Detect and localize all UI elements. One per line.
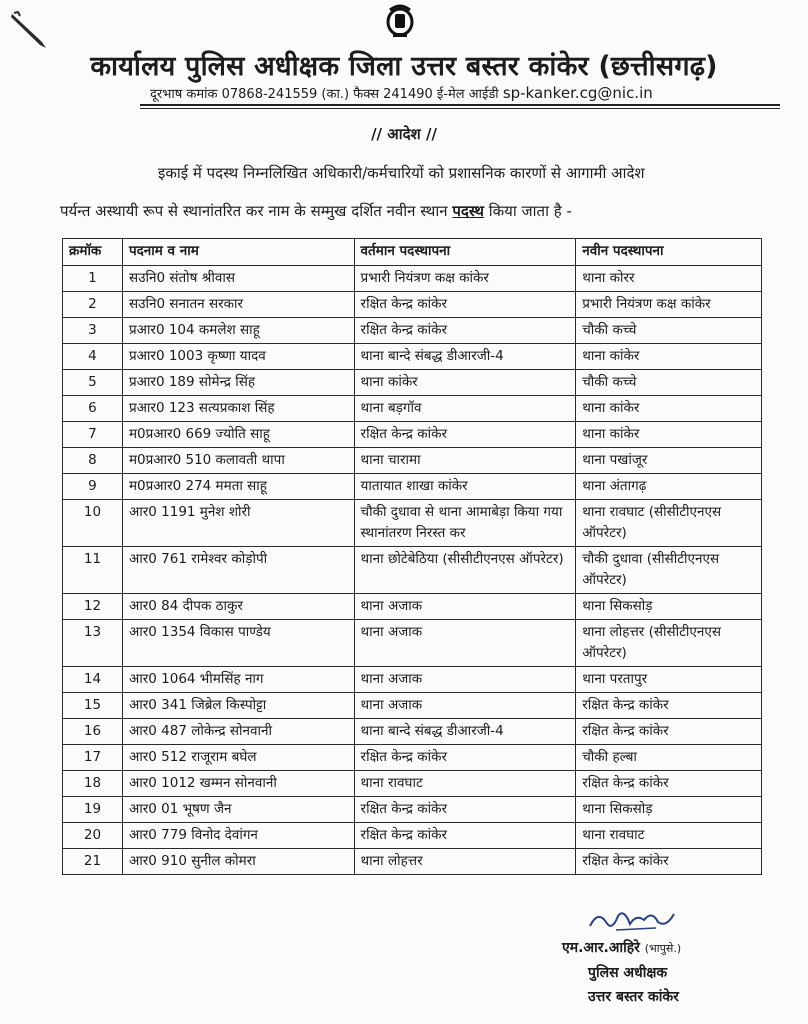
serial-cell: 16: [63, 719, 123, 745]
new-posting-cell: थाना कोरर: [576, 266, 762, 292]
table-row: [63, 292, 762, 318]
name-cell: म0प्रआर0 669 ज्योति साहू: [122, 422, 354, 448]
current-posting-cell: थाना बान्दे संबद्ध डीआरजी-4: [354, 719, 576, 745]
name-cell: आर0 779 विनोद देवांगन: [122, 823, 354, 849]
current-posting-cell: थाना अजाक: [354, 594, 576, 620]
name-cell: आर0 1191 मुनेश शोरी: [122, 500, 354, 547]
serial-cell: 7: [63, 422, 123, 448]
serial-cell: 20: [63, 823, 123, 849]
current-posting-cell: रक्षित केन्द्र कांकेर: [354, 797, 576, 823]
name-cell: प्रआर0 189 सोमेन्द्र सिंह: [122, 370, 354, 396]
header-rule-thin: [140, 108, 780, 109]
new-posting-cell: चौकी कच्चे: [576, 318, 762, 344]
table-row: [63, 448, 762, 474]
police-emblem-icon: [382, 4, 418, 38]
name-cell: आर0 1012 खम्मन सोनवानी: [122, 771, 354, 797]
serial-cell: 14: [63, 667, 123, 693]
new-posting-cell: थाना कांकेर: [576, 344, 762, 370]
serial-cell: 5: [63, 370, 123, 396]
serial-cell: 10: [63, 500, 123, 547]
table-row: [63, 771, 762, 797]
table-row: [63, 474, 762, 500]
contact-line: [150, 84, 790, 102]
email-text: sp-kanker.cg@nic.in: [502, 84, 653, 102]
serial-cell: 2: [63, 292, 123, 318]
table-row: [63, 370, 762, 396]
table-row: [63, 594, 762, 620]
office-title: कार्यालय पुलिस अधीक्षक जिला उत्तर बस्तर कांकेर (छत्तीसगढ़): [90, 51, 718, 82]
new-posting-cell: थाना अंतागढ़: [576, 474, 762, 500]
signatory-place: उत्तर बस्तर कांकेर: [588, 989, 679, 1005]
current-posting-cell: थाना लोहत्तर: [354, 849, 576, 875]
new-posting-cell: थाना सिकसोड़: [576, 594, 762, 620]
signatory-suffix: (भापुसे.): [644, 942, 682, 955]
table-row: [63, 318, 762, 344]
transfer-table: [62, 238, 762, 875]
name-cell: आर0 341 जिब्रेल किस्पोट्टा: [122, 693, 354, 719]
name-cell: आर0 1064 भीमसिंह नाग: [122, 667, 354, 693]
current-posting-cell: थाना बान्दे संबद्ध डीआरजी-4: [354, 344, 576, 370]
intro-line-2-text: पर्यन्त अस्थायी रूप से स्थानांतरित कर नाम के सम्मुख दर्शित नवीन स्थान: [60, 202, 448, 220]
table-row: [63, 422, 762, 448]
new-posting-cell: रक्षित केन्द्र कांकेर: [576, 771, 762, 797]
name-cell: म0प्रआर0 274 ममता साहू: [122, 474, 354, 500]
serial-cell: 1: [63, 266, 123, 292]
current-posting-cell: थाना रावघाट: [354, 771, 576, 797]
current-posting-cell: रक्षित केन्द्र कांकेर: [354, 318, 576, 344]
name-cell: आर0 910 सुनील कोमरा: [122, 849, 354, 875]
table-row: [63, 719, 762, 745]
table-row: [63, 344, 762, 370]
order-heading: // आदेश //: [371, 125, 437, 143]
serial-cell: 21: [63, 849, 123, 875]
intro-line-2: [60, 201, 760, 221]
serial-cell: 6: [63, 396, 123, 422]
header-new-posting: नवीन पदस्थापना: [576, 239, 762, 266]
current-posting-cell: रक्षित केन्द्र कांकेर: [354, 292, 576, 318]
new-posting-cell: चौकी कच्चे: [576, 370, 762, 396]
header-rule: [140, 104, 780, 106]
serial-cell: 19: [63, 797, 123, 823]
name-cell: प्रआर0 123 सत्यप्रकाश सिंह: [122, 396, 354, 422]
serial-cell: 18: [63, 771, 123, 797]
serial-cell: 17: [63, 745, 123, 771]
signature-scribble: [586, 906, 678, 936]
current-posting-cell: चौकी दुधावा से थाना आमाबेड़ा किया गया स्थानांतरण निरस्त कर: [354, 500, 576, 547]
new-posting-cell: थाना कांकेर: [576, 396, 762, 422]
intro-line-1: इकाई में पदस्थ निम्नलिखित अधिकारी/कर्मचारियों को प्रशासनिक कारणों से आगामी आदेश: [158, 164, 645, 182]
current-posting-cell: प्रभारी नियंत्रण कक्ष कांकेर: [354, 266, 576, 292]
intro-line-2-end: किया जाता है -: [488, 202, 572, 220]
current-posting-cell: थाना बड़गॉव: [354, 396, 576, 422]
name-cell: प्रआर0 104 कमलेश साहू: [122, 318, 354, 344]
header-serial: क्रमॉक: [63, 239, 123, 266]
header-name: पदनाम व नाम: [122, 239, 354, 266]
name-cell: आर0 512 राजूराम बघेल: [122, 745, 354, 771]
name-cell: सउनि0 संतोष श्रीवास: [122, 266, 354, 292]
name-cell: आर0 84 दीपक ठाकुर: [122, 594, 354, 620]
serial-cell: 12: [63, 594, 123, 620]
current-posting-cell: थाना छोटेबेठिया (सीसीटीएनएस ऑपरेटर): [354, 547, 576, 594]
current-posting-cell: थाना अजाक: [354, 667, 576, 693]
intro-underlined-word: पदस्थ: [452, 202, 484, 220]
serial-cell: 3: [63, 318, 123, 344]
signatory-name-text: एम.आर.आहिरे: [562, 940, 640, 956]
serial-cell: 9: [63, 474, 123, 500]
new-posting-cell: चौकी दुधावा (सीसीटीएनएस ऑपरेटर): [576, 547, 762, 594]
serial-cell: 8: [63, 448, 123, 474]
table-row: [63, 500, 762, 547]
new-posting-cell: थाना लोहत्तर (सीसीटीएनएस ऑपरेटर): [576, 620, 762, 667]
table-row: [63, 547, 762, 594]
name-cell: म0प्रआर0 510 कलावती थापा: [122, 448, 354, 474]
contact-text: दूरभाष कमांक 07868-241559 (का.) फैक्स 241490 ई-मेल आईडी: [150, 87, 499, 102]
new-posting-cell: रक्षित केन्द्र कांकेर: [576, 693, 762, 719]
name-cell: प्रआर0 1003 कृष्णा यादव: [122, 344, 354, 370]
current-posting-cell: थाना अजाक: [354, 620, 576, 667]
name-cell: आर0 487 लोकेन्द्र सोनवानी: [122, 719, 354, 745]
new-posting-cell: थाना पखांजूर: [576, 448, 762, 474]
current-posting-cell: थाना अजाक: [354, 693, 576, 719]
name-cell: आर0 1354 विकास पाण्डेय: [122, 620, 354, 667]
serial-cell: 13: [63, 620, 123, 667]
current-posting-cell: रक्षित केन्द्र कांकेर: [354, 823, 576, 849]
table-row: [63, 396, 762, 422]
current-posting-cell: रक्षित केन्द्र कांकेर: [354, 745, 576, 771]
table-row: [63, 797, 762, 823]
serial-cell: 15: [63, 693, 123, 719]
table-row: [63, 745, 762, 771]
new-posting-cell: थाना रावघाट (सीसीटीएनएस ऑपरेटर): [576, 500, 762, 547]
new-posting-cell: प्रभारी नियंत्रण कक्ष कांकेर: [576, 292, 762, 318]
table-row: [63, 266, 762, 292]
table-row: [63, 693, 762, 719]
table-row: [63, 823, 762, 849]
current-posting-cell: थाना चारामा: [354, 448, 576, 474]
new-posting-cell: थाना कांकेर: [576, 422, 762, 448]
table-row: [63, 620, 762, 667]
new-posting-cell: रक्षित केन्द्र कांकेर: [576, 849, 762, 875]
current-posting-cell: थाना कांकेर: [354, 370, 576, 396]
new-posting-cell: थाना परतापुर: [576, 667, 762, 693]
table-header-row: [63, 239, 762, 266]
table-row: [63, 849, 762, 875]
new-posting-cell: थाना रावघाट: [576, 823, 762, 849]
name-cell: सउनि0 सनातन सरकार: [122, 292, 354, 318]
current-posting-cell: यातायात शाखा कांकेर: [354, 474, 576, 500]
signatory-designation: पुलिस अधीक्षक: [588, 965, 668, 981]
new-posting-cell: थाना सिकसोड़: [576, 797, 762, 823]
serial-cell: 4: [63, 344, 123, 370]
name-cell: आर0 01 भूषण जैन: [122, 797, 354, 823]
name-cell: आर0 761 रामेश्वर कोड़ोपी: [122, 547, 354, 594]
current-posting-cell: रक्षित केन्द्र कांकेर: [354, 422, 576, 448]
signatory-name: [562, 938, 681, 957]
table-row: [63, 667, 762, 693]
serial-cell: 11: [63, 547, 123, 594]
new-posting-cell: रक्षित केन्द्र कांकेर: [576, 719, 762, 745]
new-posting-cell: चौकी हल्बा: [576, 745, 762, 771]
header-current-posting: वर्तमान पदस्थापना: [354, 239, 576, 266]
